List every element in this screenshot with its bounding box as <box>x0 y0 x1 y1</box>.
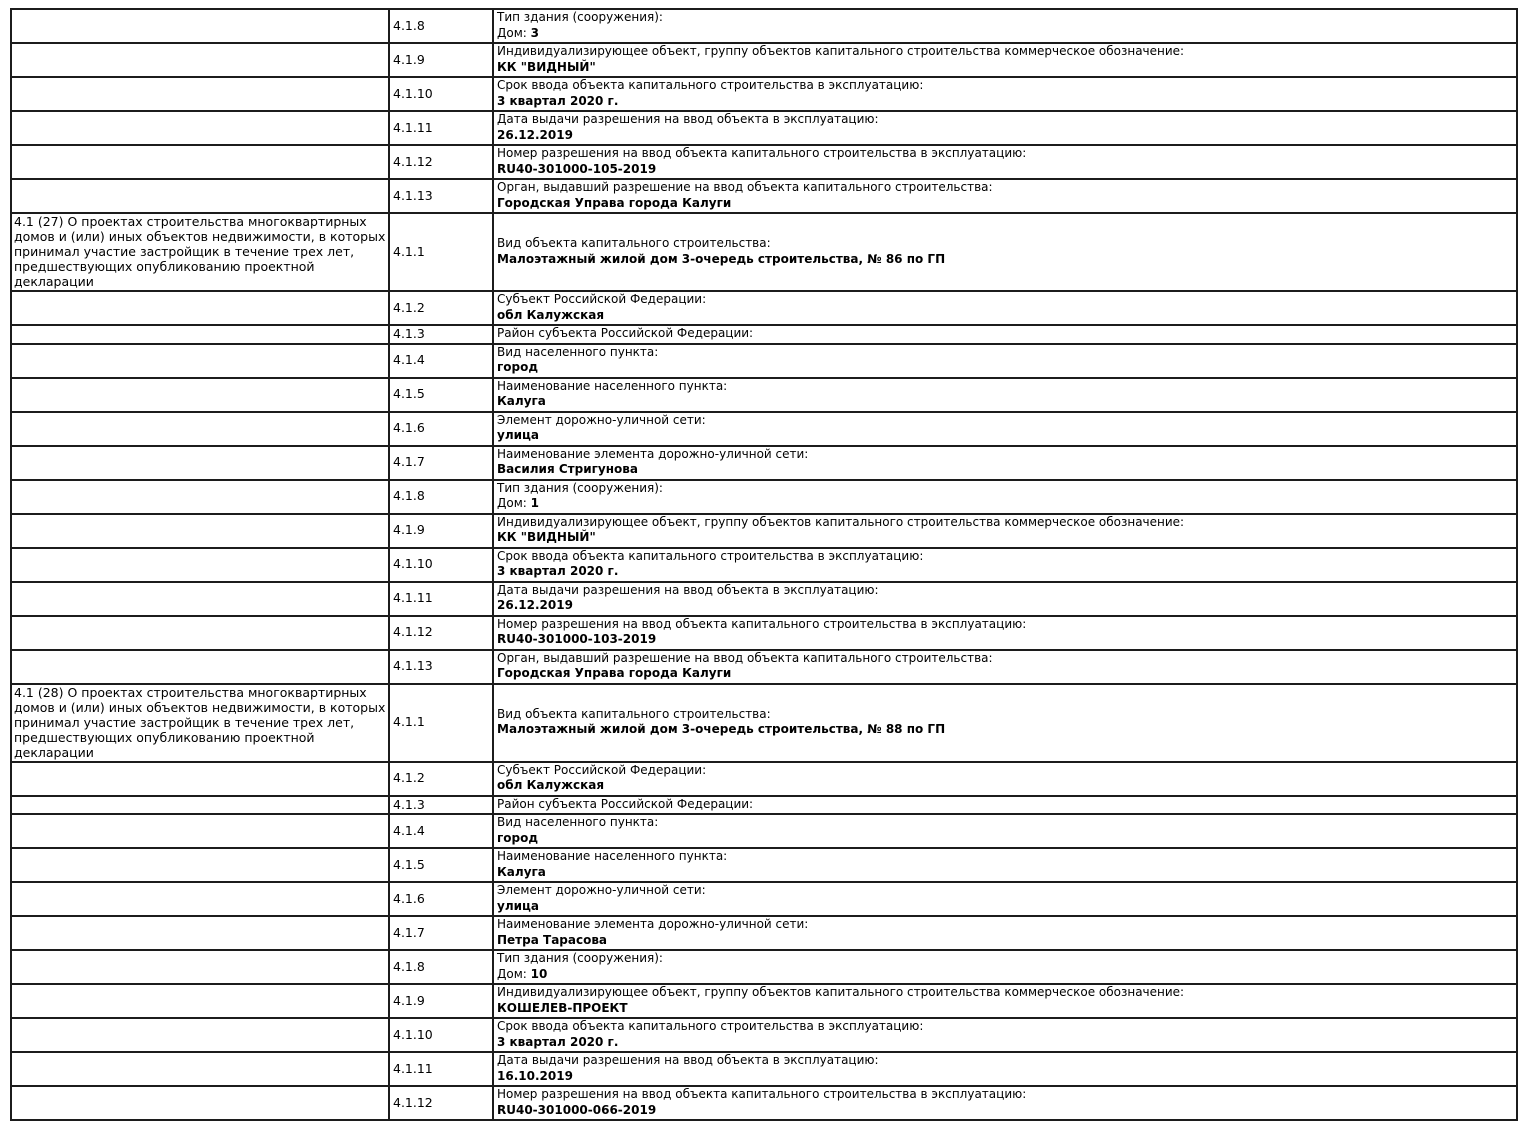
item-number-cell: 4.1.12 <box>389 616 493 650</box>
item-number-cell: 4.1.10 <box>389 1018 493 1052</box>
section-description-cell <box>11 77 389 111</box>
table-row <box>11 616 1517 650</box>
field-value <box>497 666 1513 682</box>
field-value-text: обл Калужская <box>497 778 605 792</box>
item-number-cell: 4.1.8 <box>389 480 493 514</box>
field-value-text: Городская Управа города Калуги <box>497 666 732 680</box>
section-description-cell <box>11 882 389 916</box>
section-description-cell <box>11 650 389 684</box>
table-row <box>11 325 1517 344</box>
table-row <box>11 145 1517 179</box>
field-value <box>497 1001 1513 1017</box>
field-value <box>497 428 1513 444</box>
field-value-text: 10 <box>530 966 548 981</box>
field-value <box>497 632 1513 648</box>
field-value <box>497 26 1513 42</box>
field-label: Вид объекта капитального строительства: <box>497 236 771 250</box>
field-cell <box>493 814 1517 848</box>
field-value-text: 3 квартал 2020 г. <box>497 1034 619 1049</box>
table-row <box>11 1052 1517 1086</box>
section-description-cell <box>11 412 389 446</box>
field-label: Срок ввода объекта капитального строительства в эксплуатацию: <box>497 78 924 92</box>
section-description-cell <box>11 1086 389 1120</box>
item-number-cell: 4.1.10 <box>389 548 493 582</box>
table-row <box>11 916 1517 950</box>
table-row <box>11 762 1517 796</box>
section-description-cell <box>11 325 389 344</box>
field-value <box>497 308 1513 324</box>
field-value <box>497 1069 1513 1085</box>
field-cell <box>493 291 1517 325</box>
field-value <box>497 196 1513 212</box>
field-label: Район субъекта Российской Федерации: <box>497 796 754 811</box>
field-value <box>497 564 1513 580</box>
item-number-cell: 4.1.5 <box>389 378 493 412</box>
item-number-cell: 4.1.8 <box>389 950 493 984</box>
section-description-cell: 4.1 (27) О проектах строительства многоквартирных домов и (или) иных объектов недвижимости, в которых принимал участие застройщик в течение трех лет, предшествующих опубликованию проектной декларации <box>11 213 389 291</box>
field-label: Субъект Российской Федерации: <box>497 292 707 306</box>
project-declaration-table <box>10 8 1518 1121</box>
item-number-cell: 4.1.7 <box>389 916 493 950</box>
section-description-cell <box>11 950 389 984</box>
field-label: Вид объекта капитального строительства: <box>497 706 771 721</box>
section-description-cell <box>11 616 389 650</box>
field-cell <box>493 145 1517 179</box>
field-cell <box>493 882 1517 916</box>
field-value <box>497 462 1513 478</box>
item-number-cell: 4.1.13 <box>389 179 493 213</box>
field-cell <box>493 412 1517 446</box>
item-number-cell: 4.1.11 <box>389 1052 493 1086</box>
field-cell <box>493 1052 1517 1086</box>
field-cell <box>493 1086 1517 1120</box>
section-description-cell <box>11 548 389 582</box>
section-description-cell <box>11 582 389 616</box>
section-description-cell <box>11 514 389 548</box>
table-row <box>11 43 1517 77</box>
field-value-text: улица <box>497 428 540 442</box>
field-value-text: Малоэтажный жилой дом 3-очередь строительства, № 88 по ГП <box>497 722 946 736</box>
item-number-cell: 4.1.12 <box>389 145 493 179</box>
item-number-cell: 4.1.13 <box>389 650 493 684</box>
field-cell <box>493 650 1517 684</box>
table-row <box>11 446 1517 480</box>
field-value <box>497 598 1513 614</box>
item-number-cell: 4.1.5 <box>389 848 493 882</box>
field-value <box>497 60 1513 76</box>
field-label: Дата выдачи разрешения на ввод объекта в эксплуатацию: <box>497 1053 879 1067</box>
table-row <box>11 650 1517 684</box>
field-value <box>497 967 1513 983</box>
field-value <box>497 831 1513 847</box>
table-row <box>11 1018 1517 1052</box>
table-row <box>11 882 1517 916</box>
table-row <box>11 412 1517 446</box>
field-cell <box>493 378 1517 412</box>
section-description-cell <box>11 179 389 213</box>
section-description-cell <box>11 291 389 325</box>
section-description-cell <box>11 848 389 882</box>
field-label: Элемент дорожно-уличной сети: <box>497 883 706 897</box>
item-number-cell: 4.1.6 <box>389 412 493 446</box>
field-label: Орган, выдавший разрешение на ввод объекта капитального строительства: <box>497 180 993 194</box>
field-value-text: RU40-301000-105-2019 <box>497 161 657 176</box>
field-cell <box>493 796 1517 815</box>
field-label: Дата выдачи разрешения на ввод объекта в эксплуатацию: <box>497 582 879 597</box>
field-value <box>497 252 1513 268</box>
field-cell <box>493 514 1517 548</box>
field-value <box>497 496 1513 512</box>
item-number-cell: 4.1.9 <box>389 514 493 548</box>
field-value-text: улица <box>497 898 540 913</box>
field-cell <box>493 480 1517 514</box>
section-description-cell <box>11 446 389 480</box>
section-description-cell <box>11 814 389 848</box>
section-description-cell <box>11 378 389 412</box>
field-cell <box>493 77 1517 111</box>
field-cell <box>493 684 1517 762</box>
item-number-cell: 4.1.4 <box>389 344 493 378</box>
item-number-cell: 4.1.3 <box>389 325 493 344</box>
field-value-text: 26.12.2019 <box>497 598 573 612</box>
field-cell <box>493 582 1517 616</box>
field-value <box>497 933 1513 949</box>
field-value-prefix: Дом: <box>497 25 531 40</box>
field-label: Вид населенного пункта: <box>497 815 659 829</box>
field-value <box>497 1103 1513 1119</box>
field-value <box>497 162 1513 178</box>
item-number-cell: 4.1.6 <box>389 882 493 916</box>
section-description-cell <box>11 916 389 950</box>
field-value <box>497 778 1513 794</box>
table-row <box>11 848 1517 882</box>
field-value-text: 26.12.2019 <box>497 127 573 142</box>
section-description-cell <box>11 43 389 77</box>
field-cell <box>493 213 1517 291</box>
field-value-text: Калуга <box>497 864 546 879</box>
field-label: Наименование населенного пункта: <box>497 849 728 863</box>
field-cell <box>493 9 1517 43</box>
field-value-text: город <box>497 830 539 845</box>
item-number-cell: 4.1.7 <box>389 446 493 480</box>
table-row <box>11 984 1517 1018</box>
table-row <box>11 582 1517 616</box>
field-value-text: RU40-301000-103-2019 <box>497 632 657 646</box>
field-cell <box>493 762 1517 796</box>
field-cell <box>493 111 1517 145</box>
field-value <box>497 530 1513 546</box>
field-label: Срок ввода объекта капитального строительства в эксплуатацию: <box>497 1019 924 1033</box>
field-cell <box>493 1018 1517 1052</box>
field-cell <box>493 344 1517 378</box>
field-cell <box>493 43 1517 77</box>
field-value <box>497 360 1513 376</box>
field-value-text: Петра Тарасова <box>497 932 608 947</box>
section-description-cell <box>11 984 389 1018</box>
section-description-cell <box>11 1052 389 1086</box>
field-value <box>497 128 1513 144</box>
field-label: Тип здания (сооружения): <box>497 951 663 965</box>
table-row <box>11 179 1517 213</box>
table-row <box>11 378 1517 412</box>
field-cell <box>493 950 1517 984</box>
field-value-text: RU40-301000-066-2019 <box>497 1102 657 1117</box>
section-description-cell <box>11 1018 389 1052</box>
field-label: Номер разрешения на ввод объекта капитального строительства в эксплуатацию: <box>497 616 1027 631</box>
table-row <box>11 950 1517 984</box>
item-number-cell: 4.1.9 <box>389 43 493 77</box>
item-number-cell: 4.1.2 <box>389 762 493 796</box>
field-label: Индивидуализирующее объект, группу объектов капитального строительства коммерческое обозначение: <box>497 985 1185 999</box>
table-row <box>11 548 1517 582</box>
section-description-cell <box>11 145 389 179</box>
field-cell <box>493 548 1517 582</box>
item-number-cell: 4.1.10 <box>389 77 493 111</box>
table-row <box>11 1086 1517 1120</box>
table-row <box>11 796 1517 815</box>
field-label: Наименование элемента дорожно-уличной сети: <box>497 446 809 461</box>
field-value <box>497 394 1513 410</box>
field-value <box>497 94 1513 110</box>
field-label: Тип здания (сооружения): <box>497 10 663 24</box>
field-cell <box>493 446 1517 480</box>
field-label: Индивидуализирующее объект, группу объектов капитального строительства коммерческое обозначение: <box>497 514 1185 529</box>
section-description-cell <box>11 762 389 796</box>
section-description-cell: 4.1 (28) О проектах строительства многоквартирных домов и (или) иных объектов недвижимости, в которых принимал участие застройщик в течение трех лет, предшествующих опубликованию проектной декларации <box>11 684 389 762</box>
section-description-cell <box>11 796 389 815</box>
field-label: Район субъекта Российской Федерации: <box>497 326 754 340</box>
field-value-text: город <box>497 360 539 374</box>
field-value-text: Малоэтажный жилой дом 3-очередь строительства, № 86 по ГП <box>497 251 946 266</box>
field-value-text: Городская Управа города Калуги <box>497 195 732 210</box>
field-cell <box>493 325 1517 344</box>
section-description-cell <box>11 480 389 514</box>
table-row <box>11 111 1517 145</box>
table-row <box>11 291 1517 325</box>
field-cell <box>493 616 1517 650</box>
item-number-cell: 4.1.8 <box>389 9 493 43</box>
field-value-text: 16.10.2019 <box>497 1068 573 1083</box>
field-label: Элемент дорожно-уличной сети: <box>497 412 706 427</box>
field-label: Номер разрешения на ввод объекта капитального строительства в эксплуатацию: <box>497 146 1027 160</box>
table-row <box>11 213 1517 291</box>
field-cell <box>493 848 1517 882</box>
section-description-cell <box>11 111 389 145</box>
field-value <box>497 865 1513 881</box>
field-label: Наименование элемента дорожно-уличной сети: <box>497 917 809 931</box>
field-cell <box>493 179 1517 213</box>
item-number-cell: 4.1.11 <box>389 582 493 616</box>
field-value-text: 3 квартал 2020 г. <box>497 93 619 108</box>
table-row <box>11 344 1517 378</box>
table-row <box>11 480 1517 514</box>
field-label: Тип здания (сооружения): <box>497 480 663 495</box>
table-row <box>11 9 1517 43</box>
table-row <box>11 684 1517 762</box>
field-label: Индивидуализирующее объект, группу объектов капитального строительства коммерческое обозначение: <box>497 44 1185 58</box>
field-value-prefix: Дом: <box>497 496 531 510</box>
table-body <box>11 9 1517 1120</box>
field-label: Наименование населенного пункта: <box>497 378 728 393</box>
item-number-cell: 4.1.9 <box>389 984 493 1018</box>
section-description-cell <box>11 344 389 378</box>
field-value-text: Василия Стригунова <box>497 462 638 476</box>
field-value-text: 1 <box>530 496 539 510</box>
item-number-cell: 4.1.1 <box>389 213 493 291</box>
item-number-cell: 4.1.11 <box>389 111 493 145</box>
item-number-cell: 4.1.12 <box>389 1086 493 1120</box>
field-value-text: КОШЕЛЕВ-ПРОЕКТ <box>497 1000 628 1015</box>
field-value-text: 3 квартал 2020 г. <box>497 564 619 578</box>
table-row <box>11 814 1517 848</box>
field-label: Дата выдачи разрешения на ввод объекта в эксплуатацию: <box>497 112 879 126</box>
item-number-cell: 4.1.1 <box>389 684 493 762</box>
item-number-cell: 4.1.4 <box>389 814 493 848</box>
field-value-text: КК "ВИДНЫЙ" <box>497 59 596 74</box>
field-label: Субъект Российской Федерации: <box>497 762 707 777</box>
field-value <box>497 722 1513 738</box>
field-value <box>497 1035 1513 1051</box>
field-cell <box>493 984 1517 1018</box>
field-label: Номер разрешения на ввод объекта капитального строительства в эксплуатацию: <box>497 1087 1027 1101</box>
field-label: Срок ввода объекта капитального строительства в эксплуатацию: <box>497 548 924 563</box>
field-value-text: КК "ВИДНЫЙ" <box>497 530 596 544</box>
item-number-cell: 4.1.3 <box>389 796 493 815</box>
field-value-text: 3 <box>530 25 539 40</box>
field-value-prefix: Дом: <box>497 966 531 981</box>
field-value <box>497 899 1513 915</box>
table-row <box>11 77 1517 111</box>
field-label: Вид населенного пункта: <box>497 344 659 359</box>
table-row <box>11 514 1517 548</box>
field-value-text: Калуга <box>497 394 546 408</box>
item-number-cell: 4.1.2 <box>389 291 493 325</box>
field-label: Орган, выдавший разрешение на ввод объекта капитального строительства: <box>497 650 993 665</box>
field-cell <box>493 916 1517 950</box>
field-value-text: обл Калужская <box>497 307 605 322</box>
section-description-cell <box>11 9 389 43</box>
